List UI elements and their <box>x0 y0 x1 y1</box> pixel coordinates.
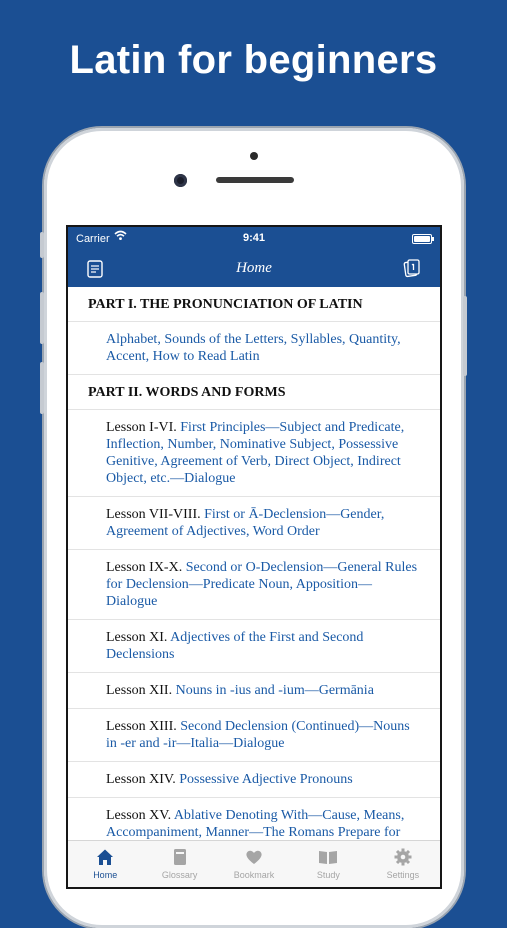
open-book-icon <box>317 847 339 867</box>
tab-glossary[interactable] <box>142 841 216 887</box>
earpiece-speaker <box>216 177 294 183</box>
tab-home[interactable] <box>68 841 142 887</box>
promo-headline: Latin for beginners <box>69 38 438 82</box>
topic-link[interactable]: First Principles—Subject and Predicate, Inflection, Number, Nominative Subject, Possessive Genitive, Agreement of Verb, Direct Object, Indirect Object, etc.—Dialogue <box>106 420 405 486</box>
nav-bar <box>68 251 440 287</box>
lesson-number: Lesson IX-X. <box>106 560 183 575</box>
nav-title: Home <box>236 260 272 276</box>
list-item[interactable] <box>68 550 440 620</box>
tab-label: Bookmark <box>233 870 275 880</box>
lesson-number: Lesson XV. <box>106 808 172 823</box>
section-header-part-1: PART I. THE PRONUNCIATION OF LATIN <box>68 287 440 322</box>
list-item[interactable] <box>68 620 440 673</box>
tab-bar <box>68 840 440 887</box>
tab-label: Settings <box>386 870 420 880</box>
tab-study[interactable] <box>291 841 365 887</box>
topic-link[interactable]: Alphabet, Sounds of the Letters, Syllables, Quantity, Accent, How to Read Latin <box>106 332 401 364</box>
topic-link[interactable]: Ablative Denoting With—Cause, Means, Accompaniment, Manner—The Romans Prepare for <box>106 808 405 840</box>
lesson-number: Lesson I-VI. <box>106 420 177 435</box>
list-item[interactable] <box>68 709 440 762</box>
list-item[interactable] <box>68 762 440 798</box>
volume-up-button <box>40 292 44 344</box>
tab-label: Glossary <box>161 870 198 880</box>
list-item[interactable] <box>68 322 440 375</box>
book-icon <box>170 847 190 867</box>
status-time: 9:41 <box>242 232 266 244</box>
list-item[interactable] <box>68 497 440 550</box>
lesson-number: Lesson XI. <box>106 630 168 645</box>
carrier-label: Carrier <box>76 233 110 245</box>
volume-down-button <box>40 362 44 414</box>
app-screen <box>66 225 442 889</box>
front-camera-icon <box>174 174 187 187</box>
home-icon <box>95 847 115 867</box>
status-bar <box>68 227 440 251</box>
heart-icon <box>244 847 264 867</box>
topic-link[interactable]: Nouns in -ius and -ium—Germānia <box>175 683 374 698</box>
list-item[interactable] <box>68 410 440 497</box>
list-item[interactable] <box>68 673 440 709</box>
flashcards-icon[interactable] <box>402 258 422 283</box>
proximity-sensor <box>250 152 258 160</box>
topic-link[interactable]: Second or O-Declension—General Rules for Declension—Predicate Noun, Apposition—Dialogue <box>106 560 418 609</box>
tab-bookmark[interactable] <box>217 841 291 887</box>
gear-icon <box>393 847 413 867</box>
lesson-number: Lesson XII. <box>106 683 173 698</box>
topic-link[interactable]: Second Declension (Continued)—Nouns in -er and -ir—Italia—Dialogue <box>106 719 410 751</box>
tab-settings[interactable] <box>366 841 440 887</box>
lesson-number: Lesson XIV. <box>106 772 176 787</box>
mute-switch <box>40 232 44 258</box>
tab-label: Study <box>316 870 340 880</box>
lesson-number: Lesson VII-VIII. <box>106 507 201 522</box>
topic-link[interactable]: First or Ā-Declension—Gender, Agreement of Adjectives, Word Order <box>106 507 385 539</box>
topic-link[interactable]: Possessive Adjective Pronouns <box>179 772 353 787</box>
section-header-part-2: PART II. WORDS AND FORMS <box>68 375 440 410</box>
contents-list[interactable] <box>68 287 440 843</box>
topic-link[interactable]: Adjectives of the First and Second Declensions <box>106 630 364 662</box>
tab-label: Home <box>93 870 118 880</box>
lesson-number: Lesson XIII. <box>106 719 177 734</box>
battery-icon <box>412 234 432 244</box>
power-button <box>463 296 467 376</box>
